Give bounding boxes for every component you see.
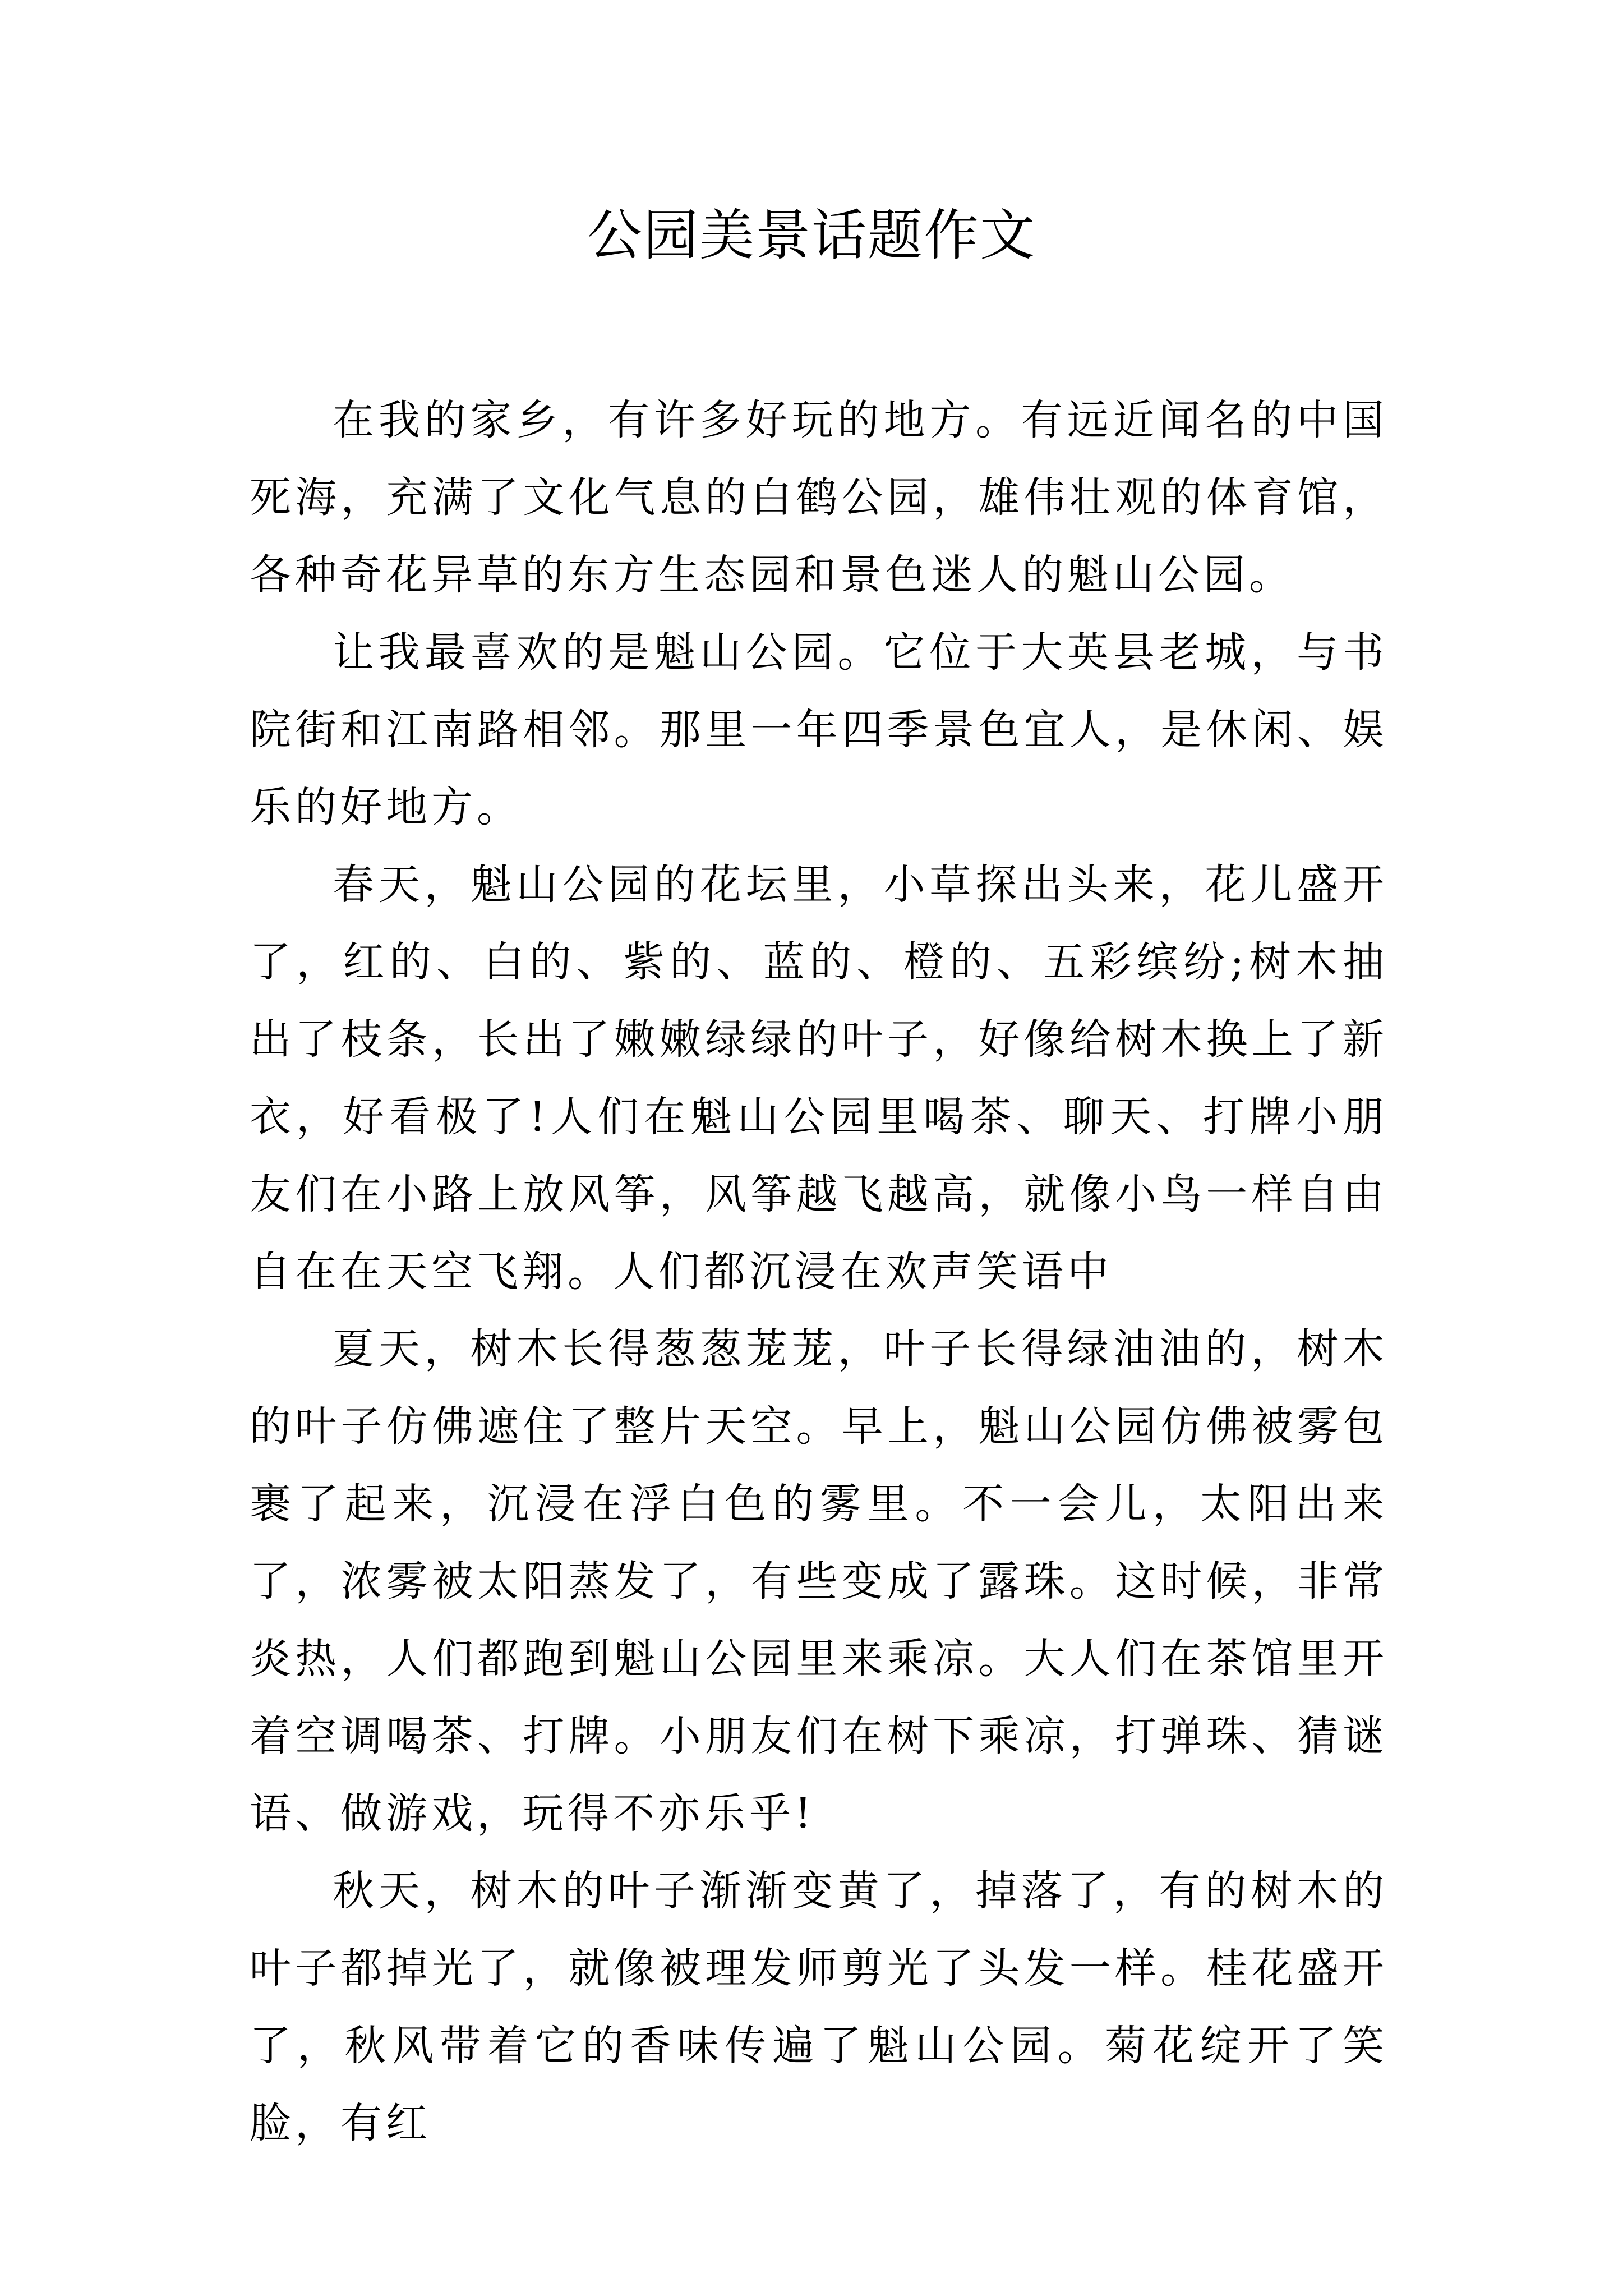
paragraph-summer: 夏天，树木长得葱葱茏茏，叶子长得绿油油的，树木的叶子仿佛遮住了整片天空。早上，魁山公园仿佛被雾包裹了起来，沉浸在浮白色的雾里。不一会儿，太阳出来了，浓雾被太阳蒸发了，有些变成了露珠。这时候，非常炎热，人们都跑到魁山公园里来乘凉。大人们在茶馆里开着空调喝茶、打牌。小朋友们在树下乘凉，打弹珠、猜谜语、做游戏，玩得不亦乐乎! <box>250 1325 1388 1838</box>
paragraph-autumn: 秋天，树木的叶子渐渐变黄了，掉落了，有的树木的叶子都掉光了，就像被理发师剪光了头发一样。桂花盛开了，秋风带着它的香味传遍了魁山公园。菊花绽开了笑脸，有红 <box>250 1867 1388 2147</box>
essay-body <box>250 381 1388 2162</box>
paragraph-hometown: 在我的家乡，有许多好玩的地方。有远近闻名的中国死海，充满了文化气息的白鹤公园，雄伟壮观的体育馆，各种奇花异草的东方生态园和景色迷人的魁山公园。 <box>250 396 1388 599</box>
document-title: 公园美景话题作文 <box>587 204 1036 268</box>
paragraph-kuishan-park: 让我最喜欢的是魁山公园。它位于大英县老城，与书院街和江南路相邻。那里一年四季景色宜人，是休闲、娱乐的好地方。 <box>250 628 1388 831</box>
paragraph-spring: 春天，魁山公园的花坛里，小草探出头来，花儿盛开了，红的、白的、紫的、蓝的、橙的、五彩缤纷;树木抽出了枝条，长出了嫩嫩绿绿的叶子，好像给树木换上了新衣，好看极了!人们在魁山公园里喝茶、聊天、打牌小朋友们在小路上放风筝，风筝越飞越高，就像小鸟一样自由自在在天空飞翔。人们都沉浸在欢声笑语中 <box>250 861 1388 1296</box>
